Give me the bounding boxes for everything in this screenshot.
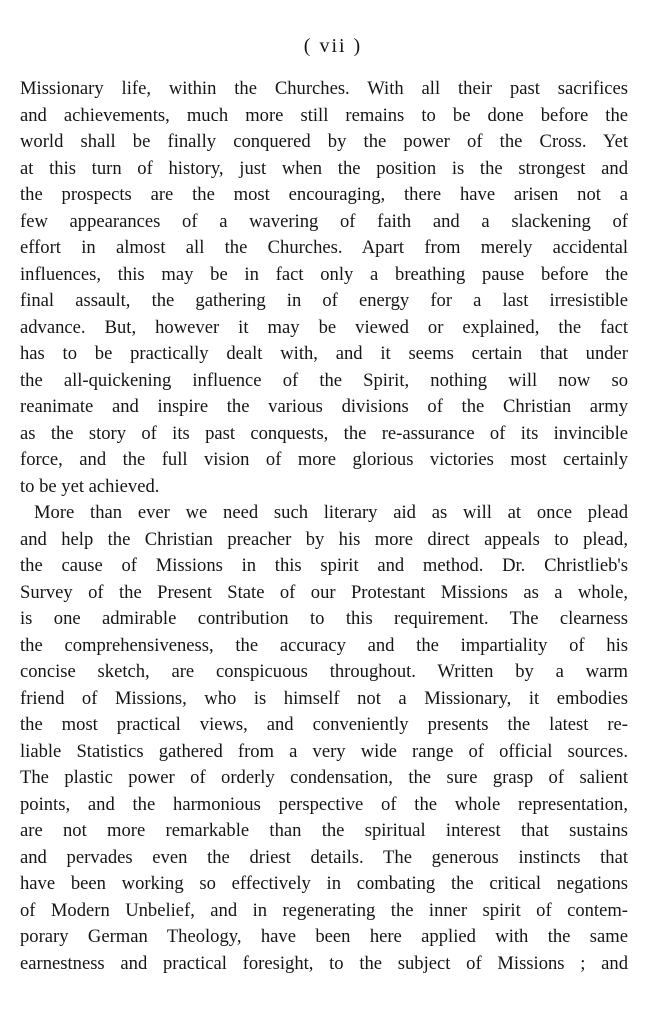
paragraph-1 xyxy=(20,76,628,500)
text-line: The plastic power of orderly condensation, the sure grasp of salient xyxy=(20,767,628,788)
text-line: concise sketch, are conspicuous throughout. Written by a warm xyxy=(20,661,628,682)
text-line: Missionary life, within the Churches. With all their past sacrifices xyxy=(20,78,628,99)
text-line: the most practical views, and conveniently presents the latest re- xyxy=(20,714,628,735)
text-line: is one admirable contribution to this requirement. The clearness xyxy=(20,608,628,629)
text-line: porary German Theology, have been here applied with the same xyxy=(20,926,628,947)
text-line: and pervades even the driest details. The generous instincts that xyxy=(20,846,628,868)
text-line: to be yet achieved. xyxy=(20,475,160,497)
text-line: world shall be finally conquered by the power of the Cross. Yet xyxy=(20,131,628,152)
page-number: ( vii ) xyxy=(303,35,363,57)
text-line: More than ever we need such literary aid as will at once plead xyxy=(34,502,628,523)
text-line: at this turn of history, just when the position is the strongest and xyxy=(20,157,628,179)
text-line: the all-quickening influence of the Spirit, nothing will now so xyxy=(20,369,628,391)
text-line: force, and the full vision of more glorious victories most certainly xyxy=(20,449,628,470)
text-line: points, and the harmonious perspective of the whole representation, xyxy=(20,793,628,815)
text-line: final assault, the gathering in of energy for a last irresistible xyxy=(20,290,628,311)
text-line: has to be practically dealt with, and it seems certain that under xyxy=(20,343,628,364)
text-line: and help the Christian preacher by his more direct appeals to plead, xyxy=(20,528,628,550)
text-line: friend of Missions, who is himself not a Missionary, it embodies xyxy=(20,687,628,709)
text-line: Survey of the Present State of our Protestant Missions as a whole, xyxy=(20,581,628,603)
text-line: effort in almost all the Churches. Apart from merely accidental xyxy=(20,237,628,258)
text-line: the comprehensiveness, the accuracy and the impartiality of his xyxy=(20,634,628,656)
text-line: have been working so effectively in combating the critical negations xyxy=(20,873,628,894)
paragraph-2 xyxy=(20,500,628,977)
text-line: of Modern Unbelief, and in regenerating the inner spirit of contem- xyxy=(20,899,628,921)
text-line: reanimate and inspire the various divisions of the Christian army xyxy=(20,396,628,417)
text-line: the prospects are the most encouraging, there have arisen not a xyxy=(20,184,628,205)
text-line: and achievements, much more still remains to be done before the xyxy=(20,104,628,126)
text-line: the cause of Missions in this spirit and method. Dr. Christlieb's xyxy=(20,555,628,576)
text-line: influences, this may be in fact only a breathing pause before the xyxy=(20,263,628,285)
text-line: liable Statistics gathered from a very wide range of official sources. xyxy=(20,740,628,762)
text-line: few appearances of a wavering of faith and a slackening of xyxy=(20,210,628,232)
text-line: advance. But, however it may be viewed or explained, the fact xyxy=(20,316,628,338)
text-line: are not more remarkable than the spiritual interest that sustains xyxy=(20,820,628,841)
text-line: as the story of its past conquests, the re-assurance of its invincible xyxy=(20,422,628,444)
body-text xyxy=(20,76,628,977)
text-line: earnestness and practical foresight, to the subject of Missions ; and xyxy=(20,952,628,974)
